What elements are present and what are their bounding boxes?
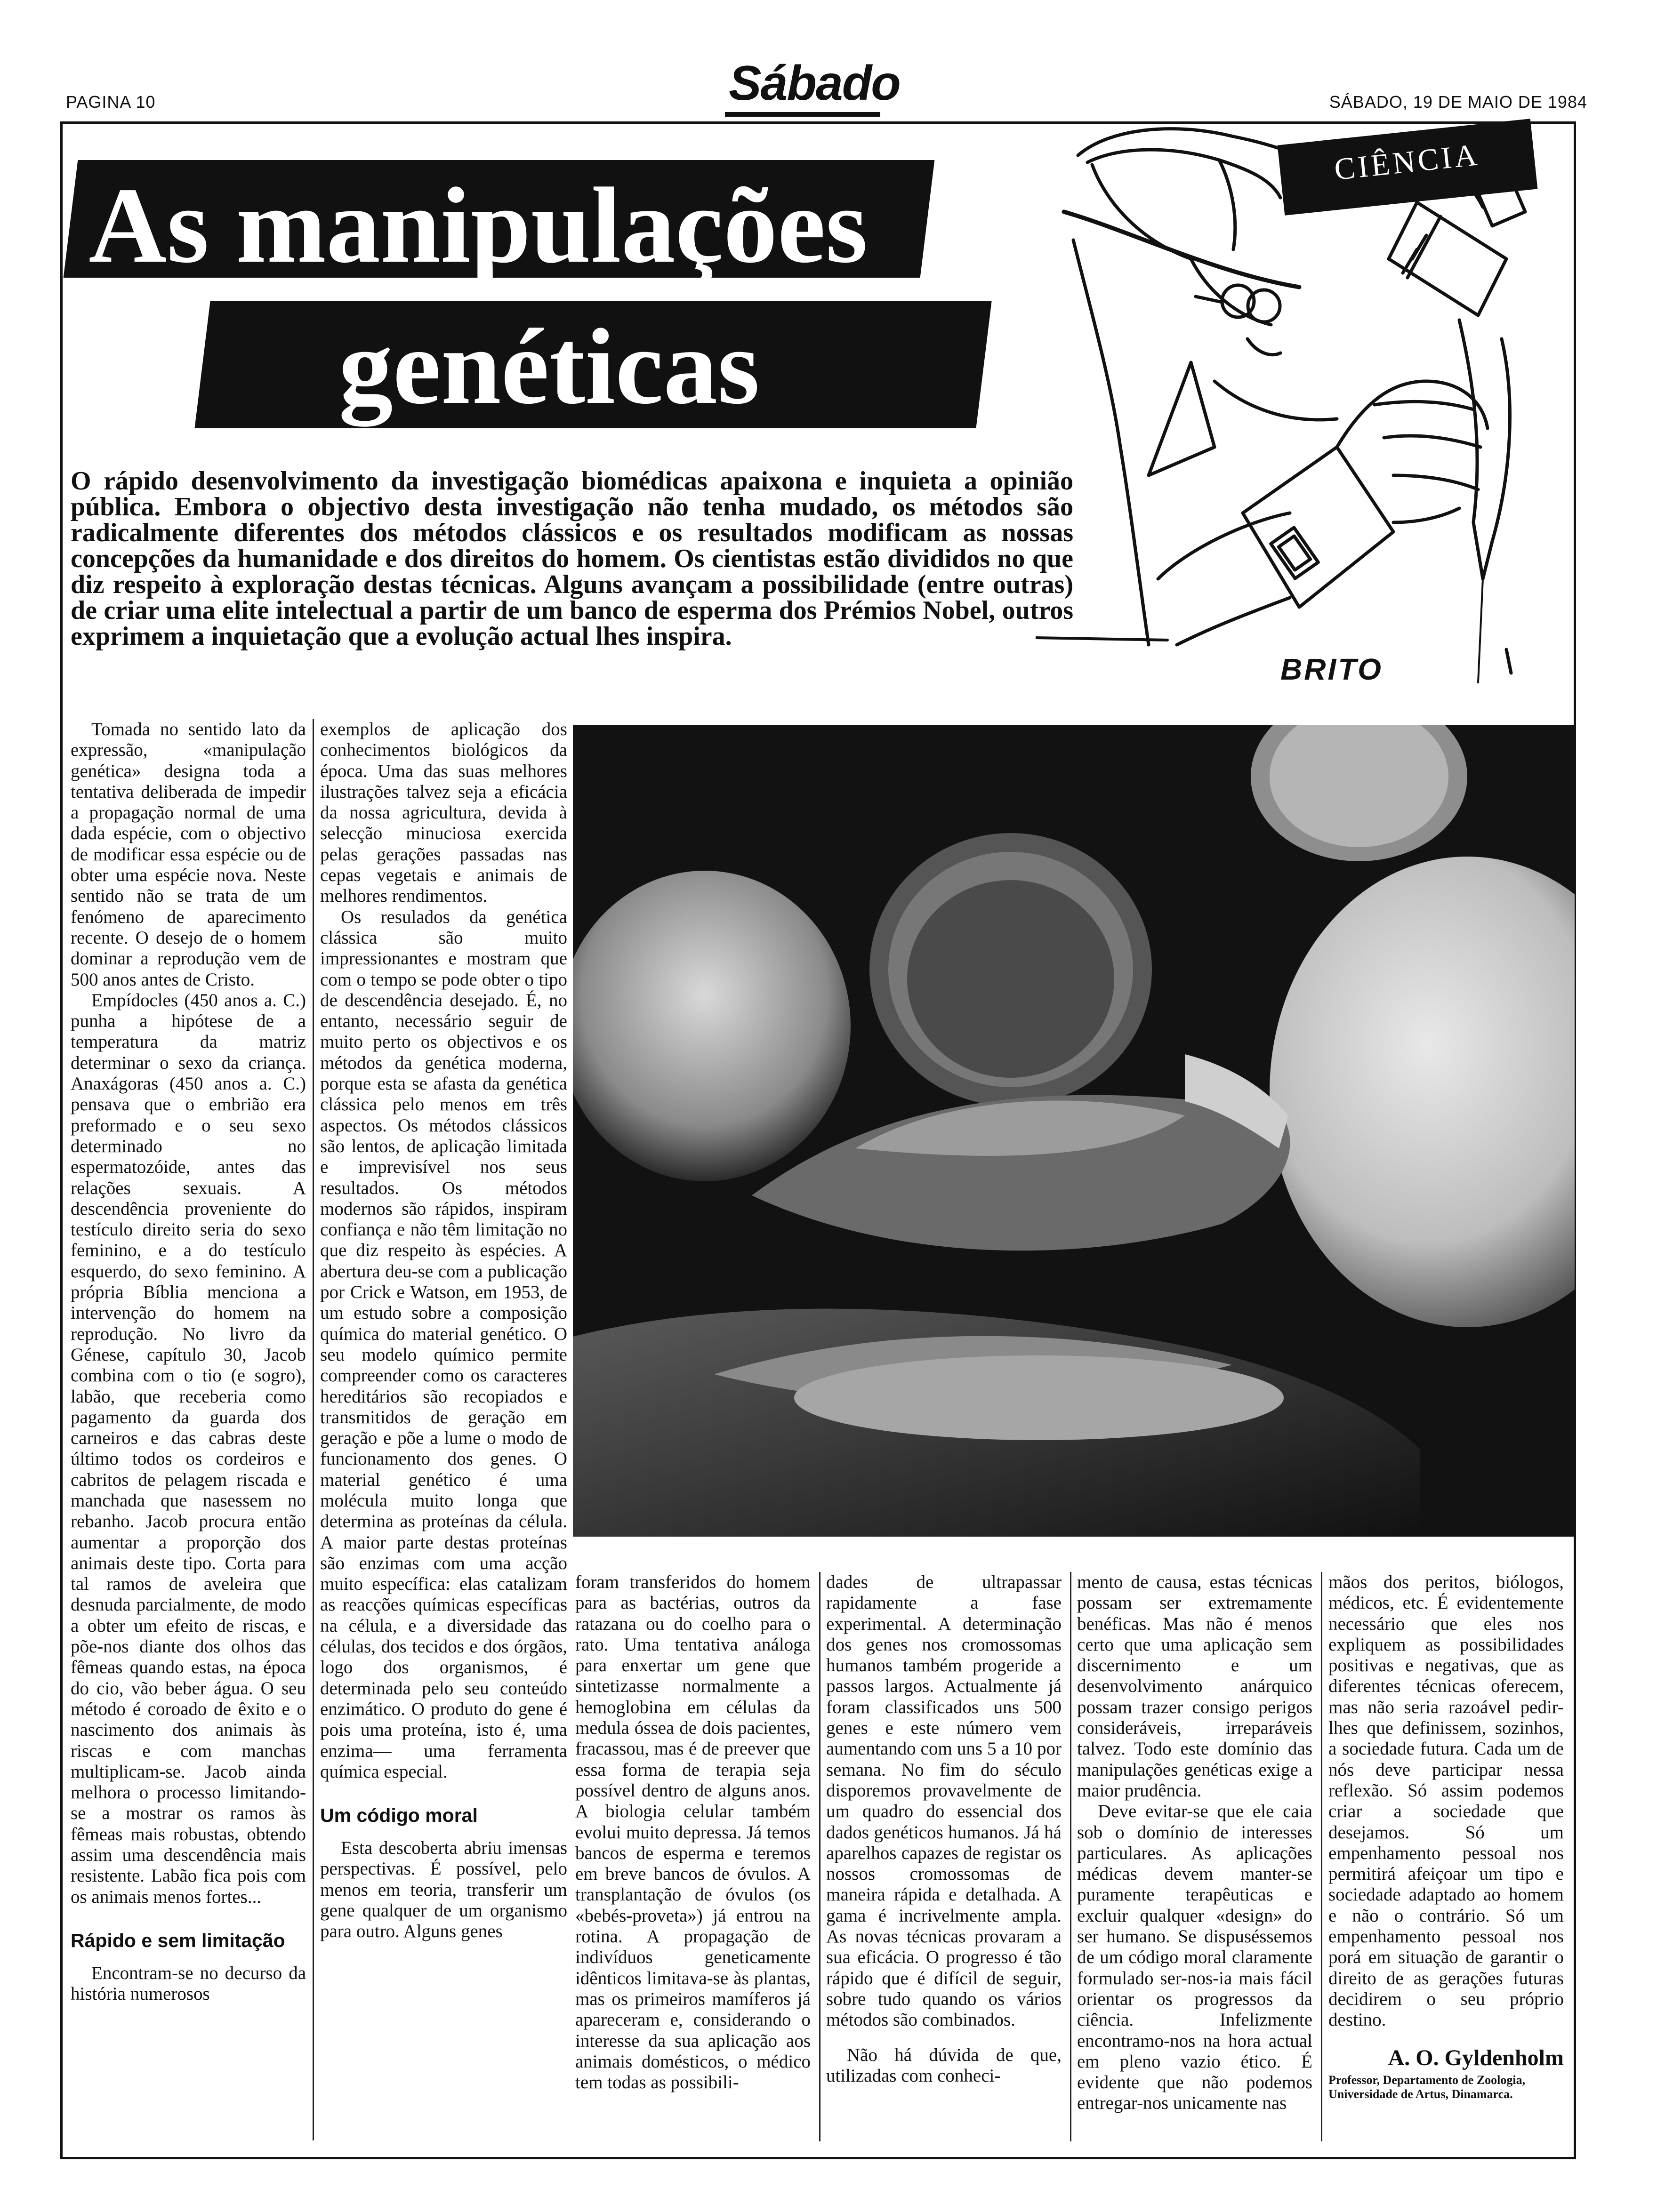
masthead-logo: Sábado	[729, 56, 900, 111]
column-4	[826, 1572, 1062, 2086]
column-5	[1077, 1572, 1312, 2114]
article-title-line-1: As manipulações	[88, 165, 868, 285]
title-banner-2	[194, 301, 991, 428]
column-6	[1328, 1572, 1564, 2101]
col1-paragraph-2: Empídocles (450 anos a. C.) punha a hipótese de a temperatura da matriz determinar o sexo da criança. Anaxágoras (450 anos a. C.) pensava que o embrião era preformado e o seu sexo determinado no espermatozóide, antes das relações sexuais. A descendência proveniente do testículo direito seria do sexo feminino, e a do testículo esquerdo, do sexo feminino. A própria Bíblia menciona a intervenção do homem na reprodução. No livro da Génese, capítulo 30, Jacob combina com o tio (e sogro), labão, que receberia como pagamento da guarda dos carneiros e das cabras deste último todos os cordeiros e cabritos de pelagem riscada e manchada que nasessem no rebanho. Jacob procura então aumentar a proporção dos animais deste tipo. Corta para tal ramos de aveleira que desnuda parcialmente, de modo a obter um efeito de riscas, e põe-nos diante dos olhos das fêmeas quando estas, na época do cio, vão beber água. O seu método é coroado de êxito e o nascimento dos animais às riscas e com manchas multiplicam-se. Jacob ainda melhora o processo limitando-se a mostrar os ramos às fêmeas mais robustas, obtendo assim uma descendência mais resistente. Labão fica pois com os animais menos fortes...	[71, 990, 306, 1907]
column-divider	[1070, 1572, 1071, 2141]
column-divider	[313, 719, 314, 2140]
col3-paragraph-1: foram transferidos do homem para as bactérias, outros da ratazana ou do coelho para o rato. Uma tentativa análoga para enxertar um gene que sintetizasse normalmente a hemoglobina em células da medula óssea de dois pacientes, fracassou, mas é de preever que essa forma de terapia seja possível dentro de alguns anos. A biologia celular também evolui muito depressa. Já temos bancos de esperma e teremos em breve bancos de óvulos. A transplantação de óvulos (os «bebés-proveta») já entrou na rotina. A propagação de indivíduos geneticamente idênticos limitava-se às plantas, mas os primeiros mamíferos já apareceram e, considerando o interesse da sua aplicação aos animais domésticos, o médico tem todas as possibili-	[575, 1572, 811, 2093]
section-tag: CIÊNCIA	[1278, 119, 1538, 216]
laboratory-photograph	[573, 725, 1575, 1537]
title-banner-1	[64, 160, 935, 285]
column-3	[575, 1572, 811, 2093]
column-2	[320, 719, 567, 1942]
col4-paragraph-1: dades de ultrapassar rapidamente a fase experimental. A determinação dos genes nos cromossomas humanos também progeride a passos largos. Actualmente já foram classificados uns 500 genes e este número vem aumentando com uns 5 a 10 por semana. No fim do século disporemos provavelmente de um quadro do essencial dos dados genéticos humanos. Já há aparelhos capazes de registar os nossos cromossomas de maneira rápida e detalhada. A gama é incrivelmente ampla. As novas técnicas provaram a sua eficácia. O progresso é tão rápido que é difícil de seguir, sobre tudo quando os vários métodos são combinados.	[826, 1572, 1062, 2030]
col1-paragraph-3: Encontram-se no decurso da história numerosos	[71, 1963, 306, 2004]
col5-paragraph-2: Deve evitar-se que ele caia sob o domínio de interesses particulares. As aplicações médicas devem manter-se puramente terapêuticas e excluir qualquer «design» do ser humano. Se dispuséssemos de um código moral claramente formulado ser-nos-ia mais fácil orientar os progressos da ciência. Infelizmente encontramo-nos na hora actual em pleno vazio ético. É evidente que não podemos entregar-nos unicamente nas	[1077, 1801, 1312, 2114]
col5-paragraph-1: mento de causa, estas técnicas possam ser extremamente benéficas. Mas não é menos certo que uma aplicação sem discernimento e um desenvolvimento anárquico possam trazer consigo perigos consideráveis, irreparáveis talvez. Todo este domínio das manipulações genéticas exige a maior prudência.	[1077, 1572, 1312, 1801]
column-divider	[1321, 1572, 1322, 2141]
subheading-codigo-moral: Um código moral	[320, 1804, 478, 1827]
article-lead	[71, 468, 1073, 649]
col6-paragraph-1: mãos dos peritos, biólogos, médicos, etc. É evidentemente necessário que eles nos expliquem as possibilidades positivas e negativas, que as diferentes técnicas oferecem, mas não seria razoável pedir-lhes que definissem, sozinhos, a sociedade futura. Cada um de nós deve participar nessa reflexão. Só assim podemos criar a sociedade que desejamos. Só um empenhamento pessoal nos permitirá afeiçoar um tipo e sociedade adaptado ao homem e não o contrário. Só um empenhamento pessoal nos porá em situação de garantir o direito de as gerações futuras decidirem o seu próprio destino.	[1328, 1572, 1564, 2030]
col4-paragraph-2: Não há dúvida de que, utilizadas com conheci-	[826, 2044, 1062, 2086]
subheading-rapido: Rápido e sem limitação	[71, 1929, 285, 1951]
page-number: PAGINA 10	[66, 92, 156, 112]
issue-date: SÁBADO, 19 DE MAIO DE 1984	[1329, 92, 1587, 112]
lead-paragraph: O rápido desenvolvimento da investigação biomédicas apaixona e inquieta a opinião pública. Embora o objectivo desta investigação não tenha mudado, os métodos são radicalmente diferentes dos métodos clássicos e os resultados modificam as nossas concepções da humanidade e dos direitos do homem. Os cientistas estão divididos no que diz respeito à exploração destas técnicas. Alguns avançam a possibilidade (entre outras) de criar uma elite intelectual a partir de um banco de esperma dos Prémios Nobel, outros exprimem a inquietação que a evolução actual lhes inspira.	[71, 466, 1073, 651]
col2-paragraph-1: exemplos de aplicação dos conhecimentos biológicos da época. Uma das suas melhores ilustrações talvez seja a eficácia da nossa agricultura, devida à selecção minuciosa exercida pelas gerações passadas nas cepas vegetais e animais de melhores rendimentos.	[320, 719, 567, 906]
illustrator-signature: BRITO	[1280, 652, 1383, 686]
column-1	[71, 719, 306, 2005]
col2-paragraph-2: Os resulados da genética clássica são muito impressionantes e mostram que com o tempo se pode obter o tipo de descendência desejado. É, no entanto, necessário seguir de muito perto os objectivos e os métodos da genética moderna, porque esta se afasta da genética clássica pelo menos em três aspectos. Os métodos clássicos são lentos, de aplicação limitada e imprevisível nos seus resultados. Os métodos modernos são rápidos, inspiram confiança e não têm limitação no que diz respeito às espécies. A abertura deu-se com a publicação por Crick e Watson, em 1953, de um estudo sobre a composição química do material genético. O seu modelo químico permite compreender como os caracteres hereditários são recopiados e transmitidos de geração em geração e põe a lume o modo de funcionamento dos genes. O material genético é uma molécula muito longa que determina as proteínas da célula. A maior parte destas proteínas são enzimas com uma acção muito específica: elas catalizam as reacções químicas específicas na célula, e a diversidade das células, dos tecidos e dos órgãos, logo dos organismos, é determinada pelo seu conteúdo enzimático. O produto do gene é pois uma proteína, isto é, uma enzima— uma ferramenta química especial.	[320, 906, 567, 1782]
masthead-underline	[725, 112, 880, 117]
col1-paragraph-1: Tomada no sentido lato da expressão, «manipulação genética» designa toda a tentativa deliberada de impedir a propagação normal de uma dada espécie, com o objectivo de modificar essa espécie ou de obter uma espécie nova. Neste sentido não se trata de um fenómeno de aparecimento recente. O desejo de o homem dominar a reprodução vem de 500 anos antes de Cristo.	[71, 719, 306, 990]
col2-paragraph-3: Esta descoberta abriu imensas perspectivas. É possível, pelo menos em teoria, transferir um gene qualquer de um organismo para outro. Alguns genes	[320, 1838, 567, 1942]
author-affiliation: Professor, Departamento de Zoologia, Universidade de Artus, Dinamarca.	[1328, 2073, 1526, 2101]
column-divider	[819, 1572, 820, 2141]
article-title-line-2: genéticas	[338, 306, 760, 426]
article-author: A. O. Gyldenholm	[1388, 2045, 1564, 2070]
